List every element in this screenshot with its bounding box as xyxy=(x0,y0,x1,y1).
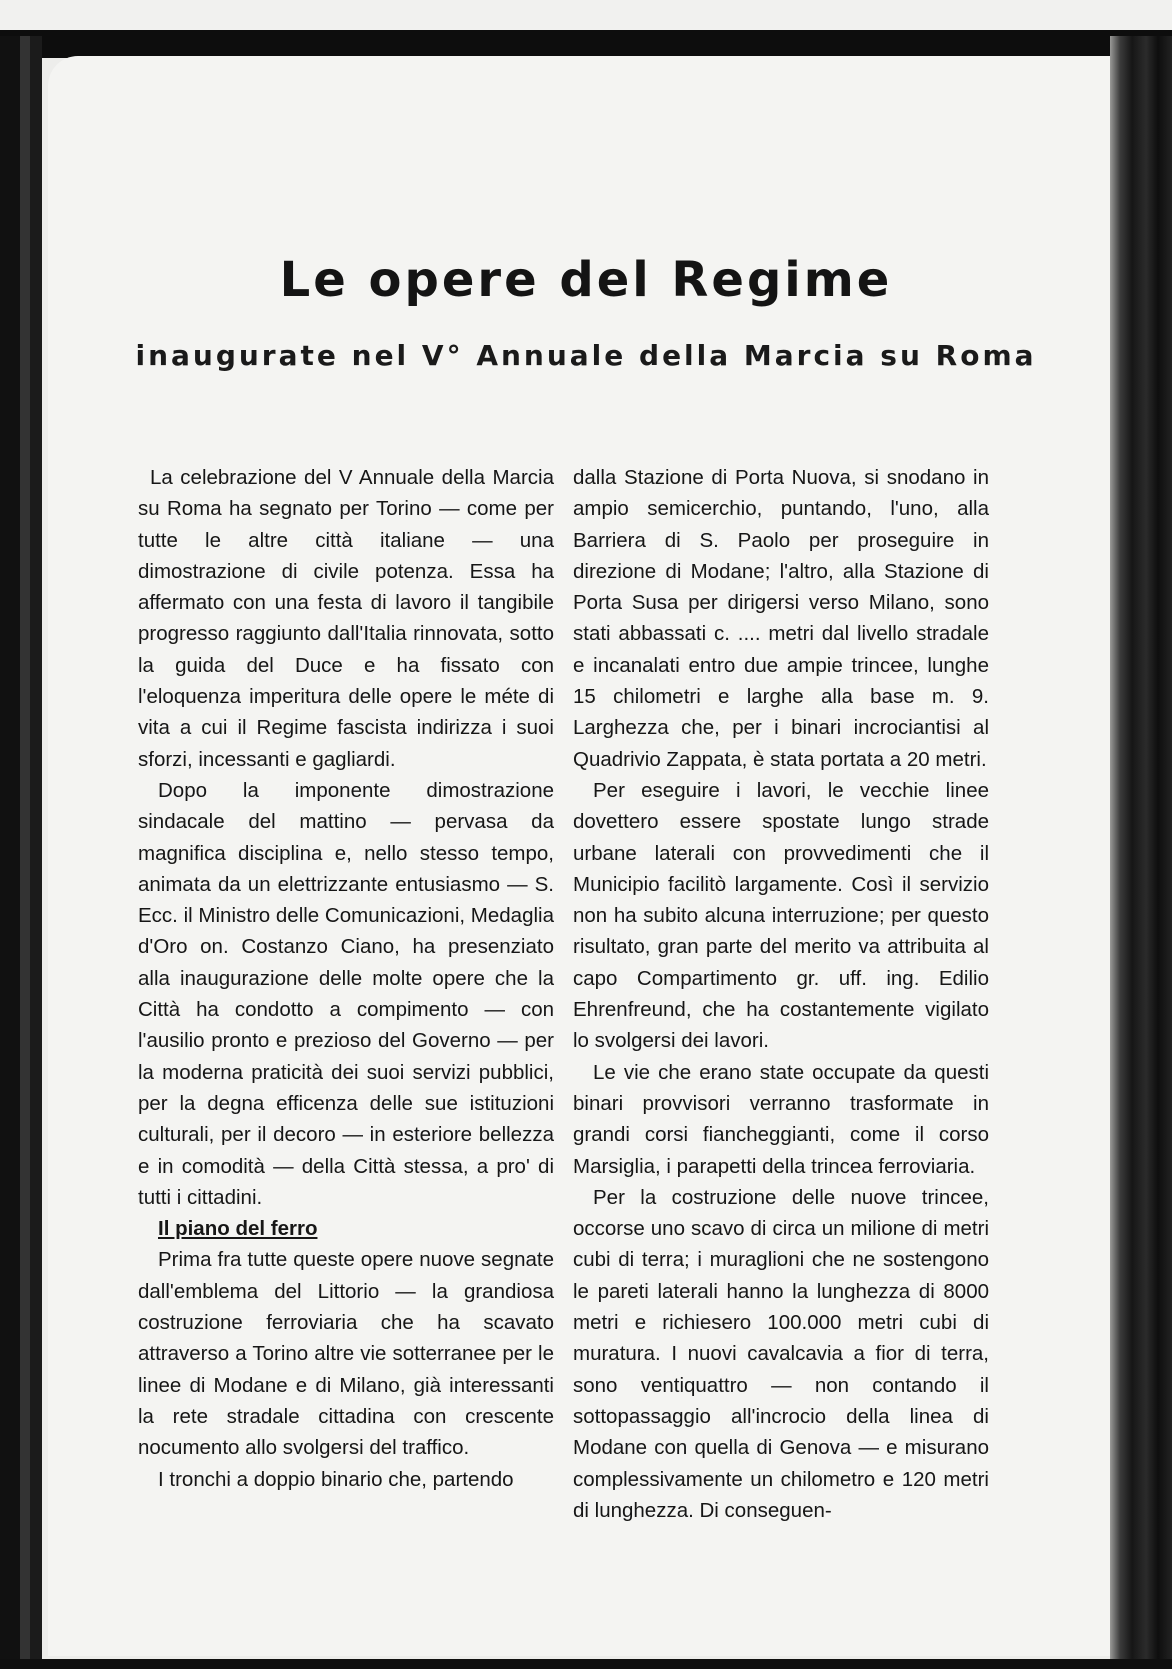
scan-border-bottom xyxy=(0,1659,1172,1669)
paragraph: La celebrazione del V Annuale della Marcia su Roma ha segnato per Torino — come per tutte le altre città italiane — una dimostrazione di civile potenza. Essa ha affermato con una festa di lavoro il tangibile progresso raggiunto dall'Italia rinnovata, sotto la guida del Duce e ha fissato con l'eloquenza imperitura delle opere le méte di vita a cui il Regime fascista indirizza i suoi sforzi, incessanti e gagliardi. xyxy=(138,466,554,771)
paragraph: I tronchi a doppio binario che, partendo xyxy=(158,1467,514,1491)
scan-border-notch xyxy=(0,0,262,26)
right-column xyxy=(573,462,989,1526)
paragraph: Per la costruzione delle nuove trincee, occorse uno scavo di circa un milione di metri cubi di terra; i muraglioni che ne sostengono le pareti laterali hanno la lunghezza di 8000 metri e richiesero 100.000 metri cubi di muratura. I nuovi cavalcavia a fior di terra, sono ventiquattro — non contando il sottopassaggio all'incrocio della linea di Modane con quella di Genova — e misurano complessivamente un chilometro e 120 metri di lunghezza. Di conseguen- xyxy=(573,1185,989,1522)
left-column xyxy=(138,462,554,1495)
paragraph: Per eseguire i lavori, le vecchie linee dovettero essere spostate lungo strade urbane laterali con provvedimenti che il Municipio facilitò largamente. Così il servizio non ha subito alcuna interruzione; per questo risultato, gran parte del merito va attribuita al capo Compartimento gr. uff. ing. Edilio Ehrenfreund, che ha costantemente vigilato lo svolgersi dei lavori. xyxy=(573,778,989,1053)
section-heading: Il piano del ferro xyxy=(158,1217,318,1241)
paragraph: Le vie che erano state occupate da questi binari provvisori verranno trasformate in grandi corsi fiancheggianti, come il corso Marsiglia, i parapetti della trincea ferroviaria. xyxy=(573,1060,989,1178)
article-title: Le opere del Regime xyxy=(279,252,893,308)
paragraph: dalla Stazione di Porta Nuova, si snodano in ampio semicerchio, puntando, l'uno, alla Barriera di S. Paolo per proseguire in direzione di Modane; l'altro, alla Stazione di Porta Susa per dirigersi verso Milano, sono stati abbassati c. .... metri dal livello stradale e incanalati entro due ampie trincee, lunghe 15 chilometri e larghe alla base m. 9. Larghezza che, per i binari incrociantisi al Quadrivio Zappata, è stata portata a 20 metri. xyxy=(573,466,989,771)
paragraph: Prima fra tutte queste opere nuove segnate dall'emblema del Littorio — la grandiosa costruzione ferroviaria che ha scavato attraverso a Torino altre vie sotterranee per le linee di Modane e di Milano, già interessanti la rete stradale cittadina con crescente nocumento allo svolgersi del traffico. xyxy=(138,1248,554,1460)
paragraph: Dopo la imponente dimostrazione sindacale del mattino — pervasa da magnifica disciplina e, nello stesso tempo, animata da un elettrizzante entusiasmo — S. Ecc. il Ministro delle Comunicazioni, Medaglia d'Oro on. Costanzo Ciano, ha presenziato alla inaugurazione delle molte opere che la Città ha condotto a compimento — con l'ausilio pronto e prezioso del Governo — per la moderna praticità dei suoi servizi pubblici, per la degna efficenza delle sue istituzioni culturali, per il decoro — in esteriore bellezza e in comodità — della Città stessa, a pro' di tutti i cittadini. xyxy=(138,778,554,1209)
article-subtitle: inaugurate nel V° Annuale della Marcia su Roma xyxy=(135,339,1037,372)
